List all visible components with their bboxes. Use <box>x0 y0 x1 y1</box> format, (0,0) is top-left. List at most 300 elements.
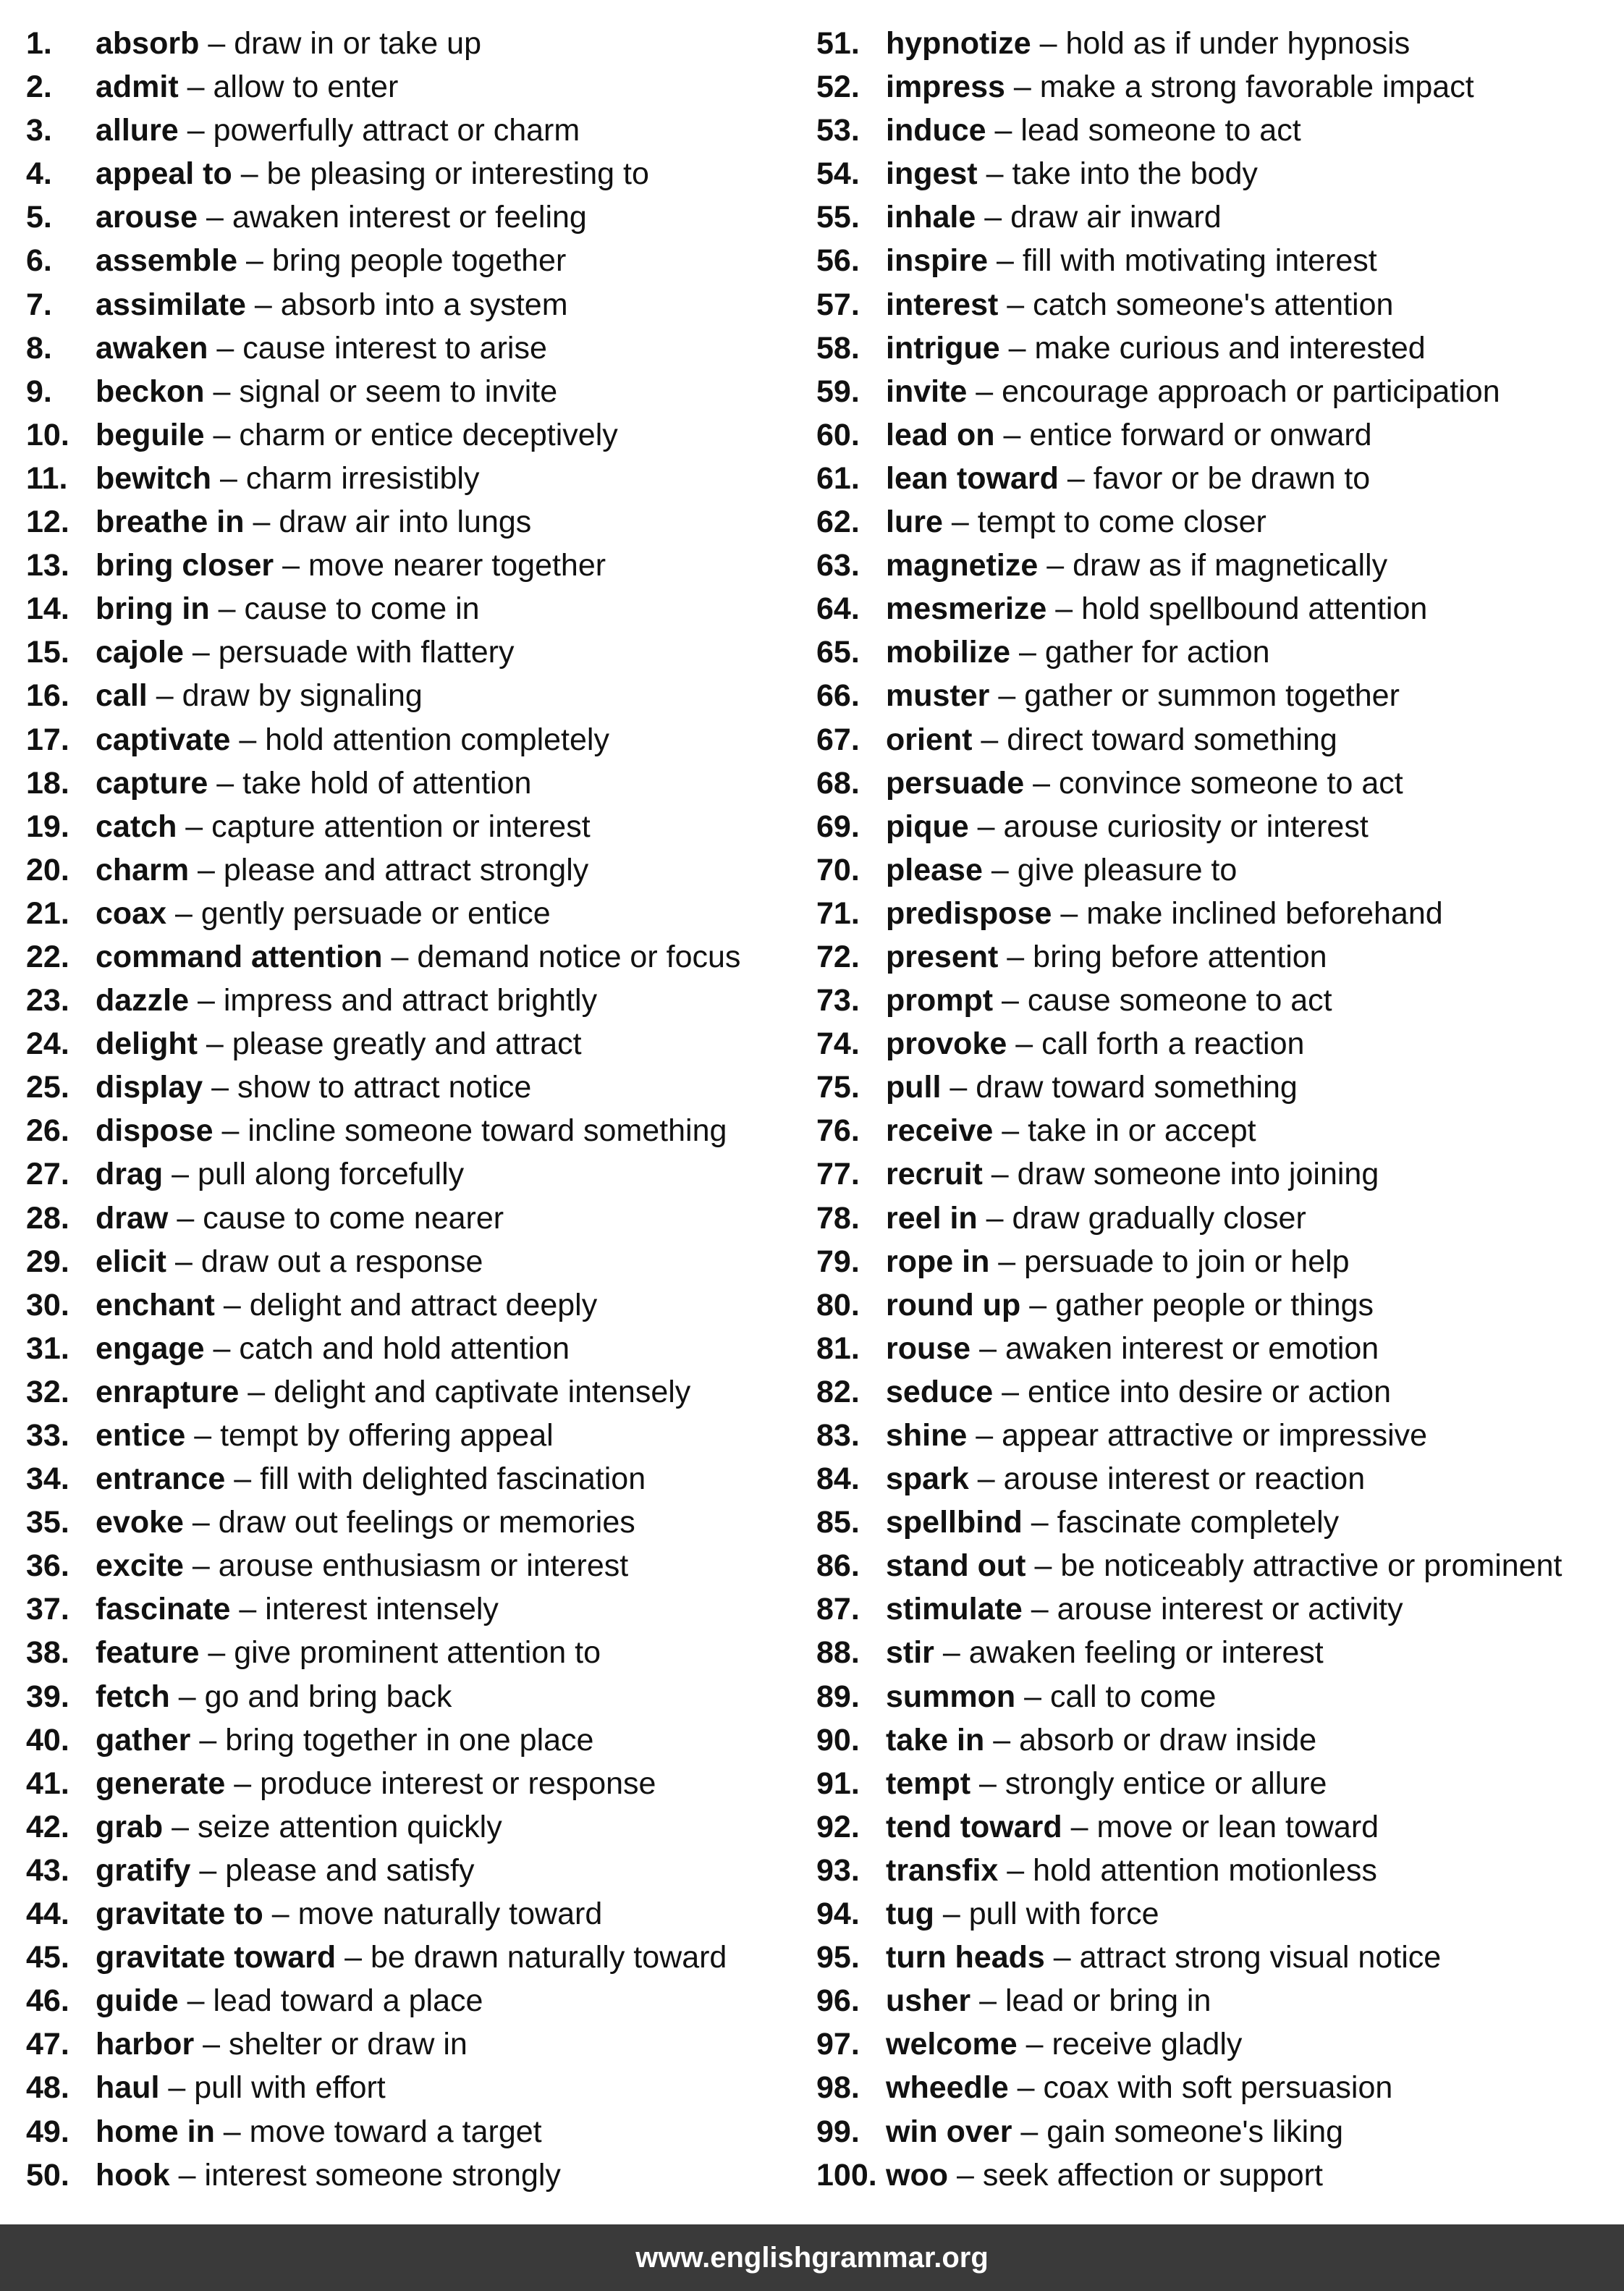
entry-word: awaken <box>96 330 208 366</box>
entry-text <box>96 1066 531 1109</box>
entry-separator: – <box>199 1852 217 1888</box>
entry-word: ingest <box>886 156 978 192</box>
entry-word: mobilize <box>886 635 1011 670</box>
entry-separator: – <box>213 417 231 452</box>
entry-separator: – <box>996 243 1014 279</box>
entry-text <box>96 152 649 195</box>
entry-word: transfix <box>886 1852 999 1888</box>
entry-word: round up <box>886 1287 1021 1322</box>
entry-number: 25. <box>26 1070 69 1105</box>
entry-text <box>96 109 580 152</box>
entry-separator: – <box>1033 765 1051 801</box>
entry-number: 48. <box>26 2070 69 2106</box>
entry-text <box>96 1457 646 1501</box>
entry-number: 56. <box>816 243 860 279</box>
entry-text <box>96 1805 502 1849</box>
word-entry <box>26 761 793 805</box>
entry-word: haul <box>96 2070 160 2106</box>
entry-number: 90. <box>816 1722 860 1758</box>
entry-text <box>96 2153 561 2197</box>
entry-word: wheedle <box>886 2070 1009 2106</box>
entry-text <box>886 2022 1242 2066</box>
entry-text <box>96 848 588 892</box>
entry-separator: – <box>950 1070 968 1105</box>
entry-word: grab <box>96 1809 164 1844</box>
word-entry <box>816 1501 1621 1544</box>
entry-separator: – <box>271 1896 289 1932</box>
entry-word: hypnotize <box>886 26 1031 61</box>
entry-number: 1. <box>26 26 52 61</box>
entry-number: 28. <box>26 1200 69 1236</box>
entry-definition: attract strong visual notice <box>1079 1940 1442 1975</box>
entry-word: seduce <box>886 1374 994 1409</box>
entry-definition: take in or accept <box>1028 1113 1256 1149</box>
entry-definition: draw gradually closer <box>1012 1200 1306 1236</box>
entry-text <box>886 65 1474 109</box>
entry-definition: give prominent attention to <box>234 1635 601 1671</box>
entry-word: enrapture <box>96 1374 240 1409</box>
entry-text <box>886 500 1266 544</box>
entry-definition: powerfully attract or charm <box>213 113 580 148</box>
entry-definition: awaken interest or emotion <box>1005 1330 1379 1366</box>
entry-definition: absorb into a system <box>280 287 568 322</box>
word-entry <box>816 761 1621 805</box>
entry-word: tempt <box>886 1765 971 1801</box>
entry-definition: bring people together <box>271 243 567 279</box>
entry-number: 73. <box>816 983 860 1018</box>
entry-definition: bring before attention <box>1033 939 1327 974</box>
entry-text <box>886 1283 1374 1327</box>
word-entry <box>816 2153 1621 2197</box>
entry-definition: lead or bring in <box>1005 1983 1211 2019</box>
word-entry <box>816 1327 1621 1370</box>
entry-definition: receive gladly <box>1052 2027 1243 2062</box>
entry-number: 51. <box>816 26 860 61</box>
entry-separator: – <box>172 1157 190 1192</box>
word-entry <box>26 1197 793 1240</box>
entry-text <box>886 370 1500 413</box>
entry-definition: please greatly and attract <box>232 1026 582 1062</box>
entry-word: draw <box>96 1200 169 1236</box>
word-entry <box>26 195 793 239</box>
entry-separator: – <box>239 722 257 757</box>
entry-number: 16. <box>26 678 69 714</box>
entry-word: gratify <box>96 1852 191 1888</box>
entry-separator: – <box>178 2157 196 2193</box>
entry-definition: cause interest to arise <box>242 330 547 366</box>
entry-number: 6. <box>26 243 52 279</box>
entry-text <box>886 413 1372 457</box>
entry-separator: – <box>253 505 271 540</box>
entry-separator: – <box>239 1592 257 1627</box>
entry-text <box>886 935 1327 979</box>
word-entry <box>26 1240 793 1283</box>
entry-definition: persuade with flattery <box>218 635 515 670</box>
word-entry <box>816 1066 1621 1109</box>
entry-separator: – <box>1025 2027 1044 2062</box>
entry-word: predispose <box>886 895 1052 931</box>
word-entry <box>26 1849 793 1892</box>
word-entry <box>816 674 1621 717</box>
word-entry <box>26 1718 793 1762</box>
entry-word: interest <box>886 287 999 322</box>
entry-text <box>96 979 597 1022</box>
entry-separator: – <box>254 287 272 322</box>
entry-word: shine <box>886 1418 968 1453</box>
entry-word: appeal to <box>96 156 232 192</box>
entry-definition: impress and attract brightly <box>223 983 598 1018</box>
entry-word: prompt <box>886 983 994 1018</box>
entry-definition: draw as if magnetically <box>1073 548 1388 583</box>
entry-definition: hold attention completely <box>265 722 609 757</box>
entry-separator: – <box>234 1765 252 1801</box>
word-entry <box>26 1457 793 1501</box>
entry-definition: allow to enter <box>213 69 399 105</box>
entry-number: 95. <box>816 1940 860 1975</box>
entry-word: charm <box>96 852 190 887</box>
entry-separator: – <box>986 1200 1004 1236</box>
entry-definition: draw toward something <box>976 1070 1298 1105</box>
entry-separator: – <box>1067 460 1085 496</box>
entry-word: pique <box>886 809 969 844</box>
entry-number: 19. <box>26 809 69 844</box>
entry-definition: give pleasure to <box>1017 852 1238 887</box>
entry-number: 85. <box>816 1505 860 1540</box>
entry-definition: draw air into lungs <box>279 505 532 540</box>
entry-text <box>886 1936 1441 1979</box>
entry-text <box>886 109 1301 152</box>
entry-text <box>886 1501 1339 1544</box>
entry-word: drag <box>96 1157 164 1192</box>
entry-separator: – <box>208 1635 226 1671</box>
word-entry <box>26 935 793 979</box>
entry-separator: – <box>991 852 1009 887</box>
entry-word: display <box>96 1070 203 1105</box>
word-entry <box>26 1979 793 2022</box>
entry-number: 98. <box>816 2070 860 2106</box>
word-entry <box>26 239 793 282</box>
entry-separator: – <box>1002 1374 1020 1409</box>
entry-separator: – <box>994 113 1012 148</box>
entry-separator: – <box>174 1244 193 1279</box>
word-entry <box>816 457 1621 500</box>
entry-number: 54. <box>816 156 860 192</box>
entry-text <box>886 2066 1392 2109</box>
entry-number: 71. <box>816 895 860 931</box>
entry-definition: be pleasing or interesting to <box>266 156 649 192</box>
entry-number: 75. <box>816 1070 860 1105</box>
word-entry <box>816 1631 1621 1674</box>
entry-number: 42. <box>26 1809 69 1844</box>
entry-number: 45. <box>26 1940 69 1975</box>
entry-separator: – <box>981 722 999 757</box>
entry-number: 3. <box>26 113 52 148</box>
entry-number: 2. <box>26 69 52 105</box>
entry-word: stir <box>886 1635 934 1671</box>
entry-separator: – <box>187 69 205 105</box>
entry-separator: – <box>986 156 1004 192</box>
entry-text <box>96 1414 554 1457</box>
entry-number: 80. <box>816 1287 860 1322</box>
word-entry <box>816 195 1621 239</box>
word-entry <box>26 630 793 674</box>
entry-text <box>886 1109 1256 1152</box>
entry-separator: – <box>168 2070 186 2106</box>
word-entry <box>26 22 793 65</box>
word-entry <box>816 65 1621 109</box>
entry-separator: – <box>178 1679 196 1714</box>
entry-number: 35. <box>26 1505 69 1540</box>
word-entry <box>26 1327 793 1370</box>
entry-text <box>96 65 398 109</box>
entry-definition: encourage approach or participation <box>1002 374 1500 409</box>
word-entry <box>26 674 793 717</box>
entry-definition: hold attention motionless <box>1033 1852 1377 1888</box>
entry-text <box>96 2066 386 2109</box>
entry-text <box>886 587 1427 630</box>
entry-definition: seize attention quickly <box>198 1809 502 1844</box>
entry-word: usher <box>886 1983 971 2019</box>
entry-separator: – <box>174 895 193 931</box>
entry-definition: hold spellbound attention <box>1081 591 1428 627</box>
entry-definition: draw air inward <box>1010 200 1222 235</box>
entry-number: 62. <box>816 505 860 540</box>
entry-word: dispose <box>96 1113 213 1149</box>
entry-text <box>96 1109 727 1152</box>
entry-separator: – <box>951 505 969 540</box>
entry-word: inspire <box>886 243 988 279</box>
entry-word: magnetize <box>886 548 1039 583</box>
word-entry <box>816 2022 1621 2066</box>
entry-word: pull <box>886 1070 942 1105</box>
word-entry <box>26 1501 793 1544</box>
entry-word: evoke <box>96 1505 184 1540</box>
entry-separator: – <box>977 1461 995 1497</box>
entry-separator: – <box>211 1070 229 1105</box>
entry-definition: catch someone's attention <box>1033 287 1394 322</box>
entry-word: hook <box>96 2157 170 2193</box>
entry-word: persuade <box>886 765 1025 801</box>
entry-word: fetch <box>96 1679 170 1714</box>
entry-separator: – <box>203 2027 221 2062</box>
entry-separator: – <box>1020 2114 1039 2149</box>
entry-definition: capture attention or interest <box>211 809 591 844</box>
entry-word: home in <box>96 2114 215 2149</box>
entry-separator: – <box>172 1809 190 1844</box>
entry-text <box>886 239 1377 282</box>
entry-text <box>96 1283 597 1327</box>
entry-word: mesmerize <box>886 591 1047 627</box>
entry-word: guide <box>96 1983 179 2019</box>
entry-text <box>96 805 591 848</box>
word-entry <box>816 1022 1621 1066</box>
entry-number: 38. <box>26 1635 69 1671</box>
entry-text <box>886 152 1258 195</box>
word-entry <box>26 1022 793 1066</box>
entry-text <box>886 2153 1323 2197</box>
word-entry <box>26 1109 793 1152</box>
entry-text <box>96 1892 602 1936</box>
word-entry <box>26 109 793 152</box>
word-entry <box>26 805 793 848</box>
entry-text <box>886 22 1410 65</box>
entry-separator: – <box>1013 69 1031 105</box>
entry-separator: – <box>1046 548 1065 583</box>
word-entry <box>816 1457 1621 1501</box>
word-entry <box>816 848 1621 892</box>
entry-definition: delight and attract deeply <box>249 1287 598 1322</box>
entry-definition: produce interest or response <box>260 1765 656 1801</box>
entry-text <box>886 1762 1327 1805</box>
entry-definition: arouse interest or activity <box>1057 1592 1403 1627</box>
entry-number: 17. <box>26 722 69 757</box>
entry-number: 12. <box>26 505 69 540</box>
entry-word: entice <box>96 1418 186 1453</box>
word-entry <box>26 544 793 587</box>
entry-number: 30. <box>26 1287 69 1322</box>
entry-text <box>96 587 480 630</box>
entry-definition: delight and captivate intensely <box>274 1374 691 1409</box>
entry-definition: cause to come nearer <box>203 1200 504 1236</box>
entry-separator: – <box>979 1330 997 1366</box>
entry-number: 63. <box>816 548 860 583</box>
entry-separator: – <box>223 1287 241 1322</box>
entry-definition: draw out feelings or memories <box>218 1505 635 1540</box>
entry-number: 68. <box>816 765 860 801</box>
word-entry <box>816 1109 1621 1152</box>
entry-text <box>886 544 1387 587</box>
word-entry <box>816 413 1621 457</box>
entry-separator: – <box>198 852 215 887</box>
entry-number: 57. <box>816 287 860 322</box>
entry-text <box>886 1414 1427 1457</box>
entry-definition: catch and hold attention <box>239 1330 570 1366</box>
entry-separator: – <box>208 26 226 61</box>
entry-word: cajole <box>96 635 184 670</box>
entry-separator: – <box>1031 1505 1049 1540</box>
entry-word: stand out <box>886 1548 1026 1584</box>
entry-number: 65. <box>816 635 860 670</box>
entry-number: 49. <box>26 2114 69 2149</box>
entry-text <box>886 1892 1159 1936</box>
word-entry <box>816 239 1621 282</box>
entry-number: 50. <box>26 2157 69 2193</box>
entry-text <box>886 1152 1379 1196</box>
entry-separator: – <box>1053 1940 1071 1975</box>
entry-separator: – <box>976 374 994 409</box>
word-entry <box>816 935 1621 979</box>
entry-number: 13. <box>26 548 69 583</box>
entry-text <box>886 283 1393 326</box>
entry-word: tug <box>886 1896 934 1932</box>
entry-text <box>886 1327 1379 1370</box>
entry-number: 11. <box>26 460 68 496</box>
entry-word: gravitate to <box>96 1896 263 1932</box>
entry-separator: – <box>185 809 203 844</box>
entry-text <box>886 2110 1343 2153</box>
word-entry <box>26 979 793 1022</box>
entry-number: 81. <box>816 1330 860 1366</box>
entry-number: 58. <box>816 330 860 366</box>
entry-number: 39. <box>26 1679 69 1714</box>
entry-separator: – <box>1015 1026 1033 1062</box>
entry-definition: move toward a target <box>249 2114 542 2149</box>
entry-separator: – <box>979 1983 997 2019</box>
entry-definition: convince someone to act <box>1059 765 1403 801</box>
entry-definition: move or lean toward <box>1096 1809 1379 1844</box>
entry-definition: fill with motivating interest <box>1022 243 1377 279</box>
entry-separator: – <box>1007 1852 1025 1888</box>
entry-separator: – <box>1008 330 1026 366</box>
entry-word: fascinate <box>96 1592 231 1627</box>
word-entry <box>816 1544 1621 1587</box>
word-entry <box>816 805 1621 848</box>
entry-word: impress <box>886 69 1005 105</box>
word-entry <box>26 413 793 457</box>
entry-number: 18. <box>26 765 69 801</box>
entry-number: 99. <box>816 2114 860 2149</box>
entry-number: 93. <box>816 1852 860 1888</box>
entry-number: 60. <box>816 417 860 452</box>
word-entry <box>26 718 793 761</box>
entry-text <box>886 457 1370 500</box>
entry-number: 89. <box>816 1679 860 1714</box>
entry-word: harbor <box>96 2027 195 2062</box>
entry-separator: – <box>979 1765 997 1801</box>
footer-bar <box>0 2224 1624 2291</box>
entry-definition: draw in or take up <box>234 26 481 61</box>
entry-text <box>886 674 1400 717</box>
entry-separator: – <box>1070 1809 1088 1844</box>
entry-definition: make inclined beforehand <box>1086 895 1443 931</box>
entry-word: muster <box>886 678 990 714</box>
entry-separator: – <box>1029 1287 1047 1322</box>
entry-text <box>886 1587 1403 1631</box>
word-entry <box>816 1414 1621 1457</box>
entry-definition: appear attractive or impressive <box>1002 1418 1428 1453</box>
entry-definition: take hold of attention <box>242 765 532 801</box>
entry-word: entrance <box>96 1461 226 1497</box>
entry-text <box>886 979 1332 1022</box>
entry-number: 52. <box>816 69 860 105</box>
word-entry <box>26 1631 793 1674</box>
word-entry <box>26 2110 793 2153</box>
word-entry <box>26 1283 793 1327</box>
entry-number: 74. <box>816 1026 860 1062</box>
entry-text <box>886 1457 1365 1501</box>
entry-number: 34. <box>26 1461 69 1497</box>
word-entry <box>816 1587 1621 1631</box>
entry-definition: make a strong favorable impact <box>1039 69 1474 105</box>
entry-number: 23. <box>26 983 69 1018</box>
entry-word: breathe in <box>96 505 245 540</box>
entry-word: receive <box>886 1113 994 1149</box>
word-entry <box>26 2153 793 2197</box>
entry-separator: – <box>344 1940 363 1975</box>
word-entry <box>816 109 1621 152</box>
entry-number: 69. <box>816 809 860 844</box>
entry-word: rouse <box>886 1330 971 1366</box>
word-entry <box>26 1587 793 1631</box>
entry-number: 53. <box>816 113 860 148</box>
entry-separator: – <box>192 1548 210 1584</box>
entry-text <box>96 935 740 979</box>
entry-separator: – <box>245 243 263 279</box>
entry-text <box>886 1718 1316 1762</box>
entry-text <box>96 283 568 326</box>
entry-word: recruit <box>886 1157 983 1192</box>
entry-number: 29. <box>26 1244 69 1279</box>
